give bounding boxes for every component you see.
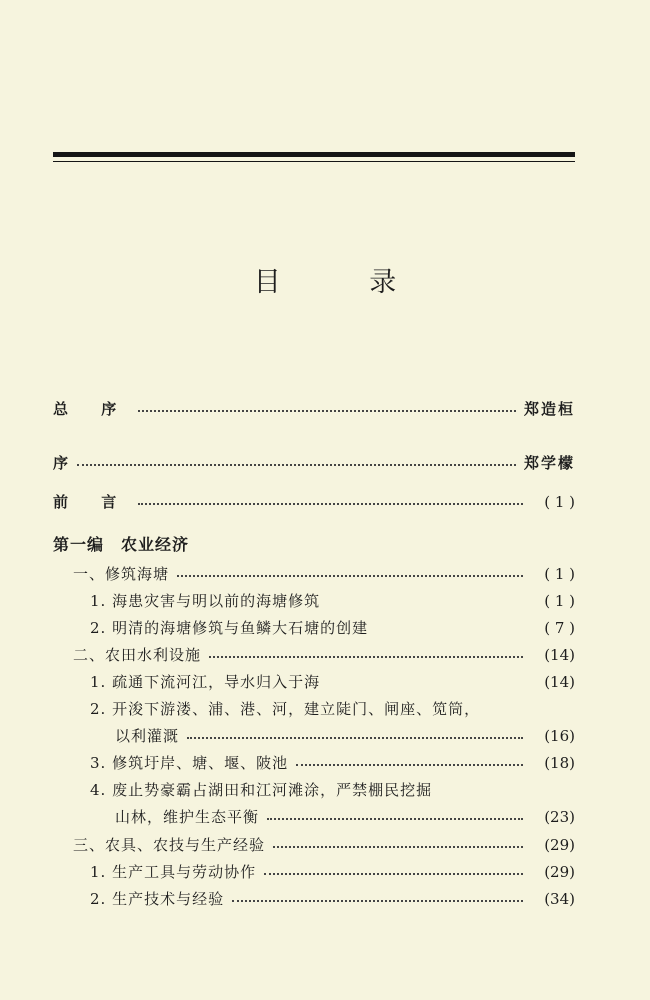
toc-item-page: ( 7 )	[544, 619, 575, 637]
toc-entry-page: ( 1 )	[544, 493, 575, 511]
toc-item-2-4-line1[interactable]: 4. 废止势豪霸占湖田和江河滩涂，严禁棚民挖掘	[90, 781, 433, 799]
toc-item-title: 1. 生产工具与劳动协作	[90, 863, 257, 881]
toc-section-title: 一、修筑海塘	[73, 565, 170, 583]
toc-item-1-2[interactable]	[90, 616, 575, 640]
dot-leader	[209, 656, 523, 658]
header-rule-thick	[53, 152, 575, 157]
toc-section-1[interactable]	[73, 562, 575, 586]
part-heading[interactable]: 第一编 农业经济	[53, 535, 190, 554]
toc-item-page: (16)	[544, 727, 575, 745]
toc-entry-label: 前 言	[53, 493, 131, 511]
toc-item-title: 3. 修筑圩岸、塘、堰、陂池	[90, 754, 289, 772]
dot-leader	[264, 873, 523, 875]
toc-item-title: 2. 明清的海塘修筑与鱼鳞大石塘的创建	[90, 619, 369, 637]
toc-section-2[interactable]	[73, 643, 575, 667]
dot-leader	[267, 818, 523, 820]
toc-item-page: (14)	[544, 673, 575, 691]
toc-item-page: (18)	[544, 754, 575, 772]
toc-item-3-2[interactable]	[90, 887, 575, 911]
dot-leader	[177, 575, 523, 577]
toc-section-page: (14)	[544, 646, 575, 664]
toc-item-title: 1. 海患灾害与明以前的海塘修筑	[90, 592, 321, 610]
toc-section-3[interactable]	[73, 833, 575, 857]
toc-item-title: 山林，维护生态平衡	[115, 808, 260, 826]
toc-entry-label: 序	[53, 454, 70, 472]
toc-item-2-2[interactable]	[115, 724, 575, 748]
toc-item-2-3[interactable]	[90, 751, 575, 775]
dot-leader	[296, 764, 523, 766]
toc-item-page: (34)	[544, 890, 575, 908]
toc-item-2-4[interactable]	[115, 805, 575, 829]
dot-leader	[328, 602, 523, 604]
toc-item-title: 1. 疏通下流河江，导水归入于海	[90, 673, 321, 691]
toc-entry-label: 总 序	[53, 400, 131, 418]
toc-item-title: 以利灌溉	[115, 727, 180, 745]
toc-item-page: ( 1 )	[544, 592, 575, 610]
toc-item-title: 2. 生产技术与经验	[90, 890, 225, 908]
toc-section-page: (29)	[544, 836, 575, 854]
dot-leader	[77, 464, 516, 466]
dot-leader	[376, 629, 523, 631]
page-title: 目 录	[253, 267, 437, 298]
dot-leader	[138, 410, 516, 412]
toc-section-page: ( 1 )	[544, 565, 575, 583]
toc-item-page: (23)	[544, 808, 575, 826]
toc-section-title: 三、农具、农技与生产经验	[73, 836, 266, 854]
dot-leader	[328, 683, 523, 685]
toc-item-1-1[interactable]	[90, 589, 575, 613]
toc-entry-author: 郑造桓	[523, 400, 575, 418]
toc-entry-foreword[interactable]	[53, 490, 575, 514]
toc-entry-preface[interactable]	[53, 451, 575, 475]
toc-item-2-1[interactable]	[90, 670, 575, 694]
toc-entry-general-preface[interactable]	[53, 397, 575, 421]
dot-leader	[138, 503, 523, 505]
toc-entry-author: 郑学檬	[523, 454, 575, 472]
toc-item-page: (29)	[544, 863, 575, 881]
dot-leader	[187, 737, 523, 739]
toc-section-title: 二、农田水利设施	[73, 646, 202, 664]
header-rule-thin	[53, 161, 575, 162]
dot-leader	[273, 846, 523, 848]
dot-leader	[232, 900, 523, 902]
toc-item-3-1[interactable]	[90, 860, 575, 884]
toc-item-2-2-line1[interactable]: 2. 开浚下游溇、浦、港、河，建立陡门、闸座、笕筒，	[90, 700, 481, 718]
